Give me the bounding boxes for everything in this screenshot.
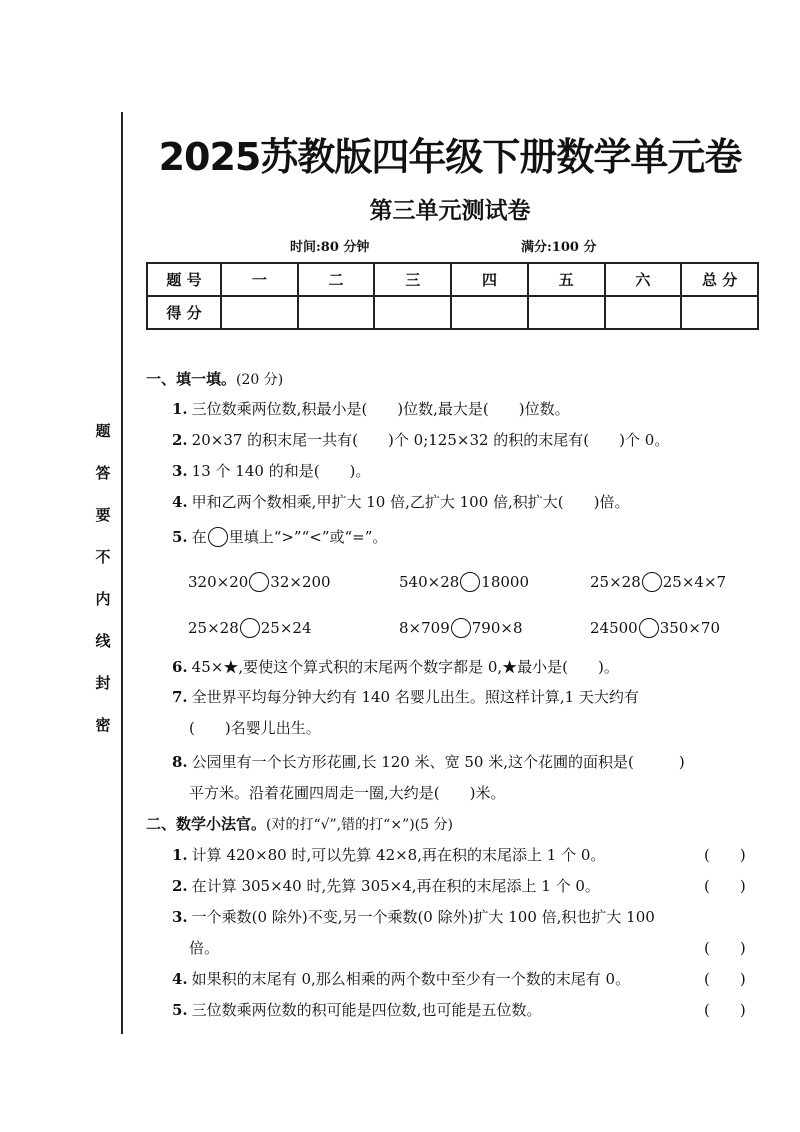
compare-left: 25×28 <box>590 573 641 591</box>
binding-line <box>121 112 123 1034</box>
section-points: (20 分) <box>236 372 284 388</box>
time-limit: 时间:80 分钟 <box>290 240 370 255</box>
question-continuation: 平方米。沿着花圃四周走一圈,大约是( )米。 <box>189 784 506 802</box>
question-number: 4. <box>172 493 188 511</box>
compare-right: 32×200 <box>270 573 331 591</box>
compare-item <box>188 572 331 592</box>
full-score: 满分:100 分 <box>521 240 597 255</box>
score-entry-cell[interactable] <box>528 296 605 329</box>
compare-right: 790×8 <box>471 619 523 637</box>
page-title: 2025苏教版四年级下册数学单元卷 <box>158 135 742 179</box>
compare-circle[interactable] <box>642 572 662 592</box>
question <box>172 460 370 481</box>
question-text: 全世界平均每分钟大约有 140 名婴儿出生。照这样计算,1 天大约有 <box>191 688 639 706</box>
question-number: 6. <box>172 658 188 676</box>
question <box>172 875 600 896</box>
question-text: 三位数乘两位数的积可能是四位数,也可能是五位数。 <box>191 1001 542 1019</box>
question-number: 8. <box>172 753 188 771</box>
score-table-cell: 总 分 <box>681 263 758 296</box>
seal-char: 要 <box>95 506 111 524</box>
seal-char: 封 <box>95 674 111 692</box>
score-table-cell: 三 <box>374 263 451 296</box>
compare-item <box>590 618 720 638</box>
score-table-cell: 一 <box>221 263 298 296</box>
seal-char: 答 <box>95 464 111 482</box>
section-2-heading <box>146 813 453 834</box>
compare-right: 25×24 <box>260 619 312 637</box>
question <box>172 656 619 677</box>
answer-circle-icon <box>208 527 228 547</box>
score-entry-cell[interactable] <box>605 296 682 329</box>
section-points: (对的打“√”,错的打“×”)(5 分) <box>266 817 453 833</box>
compare-circle[interactable] <box>249 572 269 592</box>
section-1-heading <box>146 368 283 389</box>
question-text: 如果积的末尾有 0,那么相乘的两个数中至少有一个数的末尾有 0。 <box>191 970 631 988</box>
compare-item <box>399 618 523 638</box>
seal-char: 不 <box>95 548 111 566</box>
compare-item <box>590 572 726 592</box>
score-table-cell: 四 <box>451 263 528 296</box>
question-number: 1. <box>172 846 188 864</box>
compare-circle[interactable] <box>460 572 480 592</box>
question-number: 1. <box>172 400 188 418</box>
seal-char: 线 <box>95 632 111 650</box>
answer-parentheses[interactable]: ( ) <box>704 939 746 957</box>
question-text: 里填上“>”“<”或“=”。 <box>228 528 388 546</box>
seal-notice <box>88 420 118 734</box>
score-table-cell: 二 <box>298 263 375 296</box>
question <box>172 398 570 419</box>
compare-right: 350×70 <box>659 619 721 637</box>
question-number: 4. <box>172 970 188 988</box>
question <box>172 526 387 547</box>
question-text: 在计算 305×40 时,先算 305×4,再在积的末尾添上 1 个 0。 <box>191 877 600 895</box>
score-entry-cell[interactable] <box>451 296 528 329</box>
question-text: 计算 420×80 时,可以先算 42×8,再在积的末尾添上 1 个 0。 <box>191 846 606 864</box>
question-text: 13 个 140 的和是( )。 <box>191 462 371 480</box>
compare-item <box>188 618 312 638</box>
answer-parentheses[interactable]: ( ) <box>704 970 746 988</box>
question-text: 45×★,要使这个算式积的末尾两个数字都是 0,★最小是( )。 <box>191 658 619 676</box>
compare-circle[interactable] <box>639 618 659 638</box>
question-number: 3. <box>172 908 188 926</box>
compare-left: 540×28 <box>399 573 460 591</box>
compare-left: 8×709 <box>399 619 450 637</box>
question-text: 在 <box>191 528 207 546</box>
question <box>172 751 685 772</box>
question <box>172 844 605 865</box>
compare-circle[interactable] <box>451 618 471 638</box>
score-table-header-row <box>147 263 758 296</box>
question <box>172 968 630 989</box>
score-table-cell: 六 <box>605 263 682 296</box>
question <box>172 429 669 450</box>
question-continuation: ( )名婴儿出生。 <box>189 719 321 737</box>
question-number: 2. <box>172 431 188 449</box>
score-table-cell: 题 号 <box>147 263 221 296</box>
score-entry-cell[interactable] <box>681 296 758 329</box>
question-text: 三位数乘两位数,积最小是( )位数,最大是( )位数。 <box>191 400 570 418</box>
answer-parentheses[interactable]: ( ) <box>704 1001 746 1019</box>
question-number: 7. <box>172 688 188 706</box>
score-entry-cell[interactable] <box>374 296 451 329</box>
question <box>172 999 541 1020</box>
seal-char: 内 <box>95 590 111 608</box>
score-entry-cell[interactable] <box>221 296 298 329</box>
answer-parentheses[interactable]: ( ) <box>704 877 746 895</box>
compare-left: 24500 <box>590 619 638 637</box>
question <box>172 906 655 927</box>
compare-circle[interactable] <box>240 618 260 638</box>
question <box>172 686 639 707</box>
question-text: 20×37 的积末尾一共有( )个 0;125×32 的积的末尾有( )个 0。 <box>191 431 670 449</box>
answer-parentheses[interactable]: ( ) <box>704 846 746 864</box>
compare-right: 25×4×7 <box>662 573 727 591</box>
question-number: 2. <box>172 877 188 895</box>
score-entry-cell[interactable] <box>298 296 375 329</box>
question-number: 3. <box>172 462 188 480</box>
compare-left: 320×20 <box>188 573 249 591</box>
seal-char: 题 <box>95 422 111 440</box>
score-table-score-row <box>147 296 758 329</box>
question-number: 5. <box>172 528 188 546</box>
question-number: 5. <box>172 1001 188 1019</box>
seal-char: 密 <box>95 716 111 734</box>
score-table-cell: 得 分 <box>147 296 221 329</box>
question-text: 公园里有一个长方形花圃,长 120 米、宽 50 米,这个花圃的面积是( ) <box>191 753 685 771</box>
compare-right: 18000 <box>481 573 530 591</box>
section-title: 一、填一填。 <box>146 370 237 388</box>
section-title: 二、数学小法官。 <box>146 815 267 833</box>
question-text: 甲和乙两个数相乘,甲扩大 10 倍,乙扩大 100 倍,积扩大( )倍。 <box>191 493 630 511</box>
question-continuation: 倍。 <box>189 939 220 957</box>
question-text: 一个乘数(0 除外)不变,另一个乘数(0 除外)扩大 100 倍,积也扩大 100 <box>191 908 655 926</box>
score-table <box>146 262 759 330</box>
compare-left: 25×28 <box>188 619 239 637</box>
question <box>172 491 629 512</box>
compare-item <box>399 572 529 592</box>
score-table-cell: 五 <box>528 263 605 296</box>
page-subtitle: 第三单元测试卷 <box>369 197 531 224</box>
